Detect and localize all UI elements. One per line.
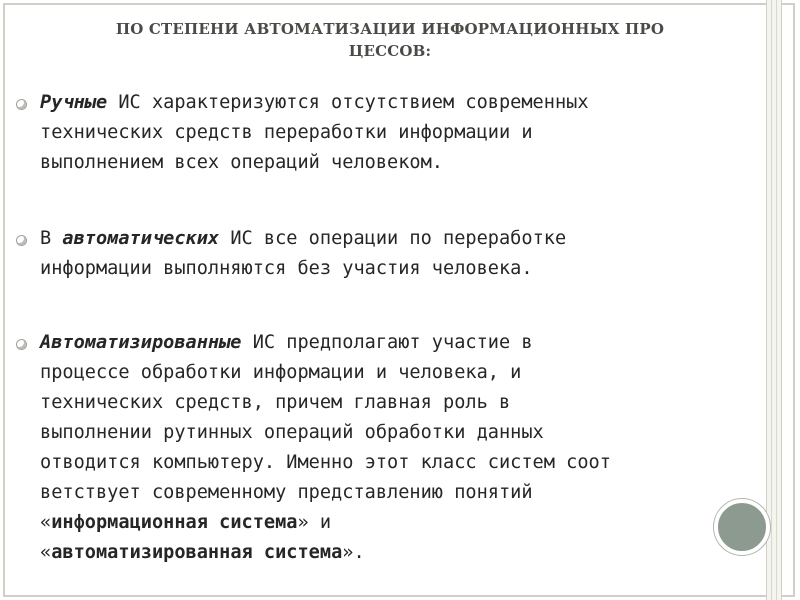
item-line [40,224,730,254]
list-item-automated [40,328,730,568]
slide-title [30,18,750,62]
quote-open: « [40,542,52,563]
item-text: В [40,228,63,249]
term-automated: Автоматизированные [40,332,242,353]
rail-line [771,0,777,600]
list-item-manual [40,88,730,178]
item-line: технических средств, причем главная роль в [40,392,511,413]
item-line [40,538,730,568]
item-text: ИС все операции по переработке [219,228,567,249]
quote-close: ». [342,542,365,563]
title-line-2: ЦЕССОВ: [348,42,432,60]
item-line: технических средств переработки информации и [40,122,533,143]
quote-open: « [40,512,52,533]
term-automatic: автоматических [62,228,220,249]
term-automated-system: автоматизированная система [51,542,343,563]
item-line: выполнением всех операций человеком. [40,152,443,173]
term-information-system: информационная система [51,512,298,533]
item-line [40,328,730,358]
item-line: процессе обработки информации и человека, и [40,362,522,383]
quote-close: » и [297,512,332,533]
bullet-icon [16,99,27,110]
decorative-rail [766,0,782,600]
item-text: ИС характеризуются отсутствием современных [107,92,589,113]
list-item-automatic [40,224,730,284]
title-line-1: ПО СТЕПЕНИ АВТОМАТИЗАЦИИ ИНФОРМАЦИОННЫХ ПРО [115,20,665,38]
bullet-icon [16,235,27,246]
item-line: информации выполняются без участия человека. [40,258,533,279]
item-line: выполнении рутинных операций обработки данных [40,422,544,443]
item-line [40,508,730,538]
item-line: отводится компьютеру. Именно этот класс систем соот [40,452,611,473]
item-line [40,88,730,118]
item-line: ветствует современному представлению понятий [40,482,533,503]
bullet-icon [16,339,27,350]
term-manual: Ручные [40,92,108,113]
item-text: ИС предполагают участие в [241,332,533,353]
